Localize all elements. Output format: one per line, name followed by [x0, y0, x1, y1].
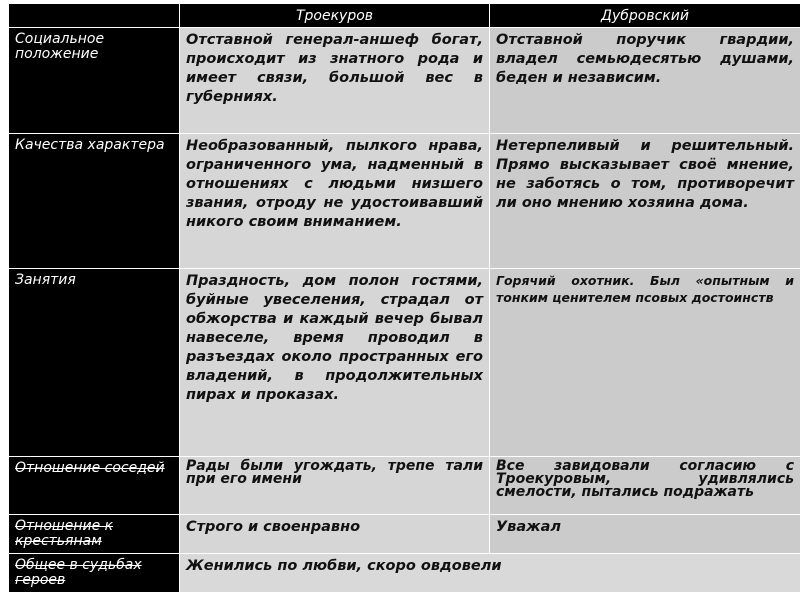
cell-troekurov-character: Необразованный, пылкого нрава, ограниченного ума, надменный в отношениях с людьми низшего звания, отроду не удостоивавший никого своим вниманием.	[180, 134, 490, 269]
row-label-common-fate: Общее в судьбах героев	[9, 554, 180, 593]
header-dubrovsky: Дубровский	[490, 4, 800, 28]
table-row	[9, 28, 800, 134]
table-row	[9, 515, 800, 554]
cell-dubrovsky-peasants: Уважал	[490, 515, 800, 554]
row-label-occupation: Занятия	[9, 269, 180, 457]
header-row	[9, 4, 800, 28]
header-troekurov: Троекуров	[180, 4, 490, 28]
comparison-table	[8, 3, 800, 593]
cell-dubrovsky-social: Отставной поручик гвардии, владел семьюдесятью душами, беден и независим.	[490, 28, 800, 134]
cell-troekurov-occupation: Праздность, дом полон гостями, буйные увеселения, страдал от обжорства и каждый вечер бывал навеселе, время проводил в разъездах около пространных его владений, в продолжительных пирах и проказах.	[180, 269, 490, 457]
cell-troekurov-neighbors: Рады были угождать, трепе тали при его имени	[180, 457, 490, 515]
cell-troekurov-social: Отставной генерал-аншеф богат, происходит из знатного рода и имеет связи, большой вес в губерниях.	[180, 28, 490, 134]
cell-common-fate: Женились по любви, скоро овдовели	[180, 554, 800, 593]
table-row	[9, 269, 800, 457]
cell-dubrovsky-neighbors: Все завидовали согласию с Троекуровым, удивлялись смелости, пытались подражать	[490, 457, 800, 515]
header-corner	[9, 4, 180, 28]
row-label-neighbors: Отношение соседей	[9, 457, 180, 515]
row-label-social: Социальное положение	[9, 28, 180, 134]
row-label-character: Качества характера	[9, 134, 180, 269]
table-row	[9, 554, 800, 593]
table-row	[9, 134, 800, 269]
cell-dubrovsky-occupation: Горячий охотник. Был «опытным и тонким ценителем псовых достоинств	[490, 269, 800, 457]
cell-troekurov-peasants: Строго и своенравно	[180, 515, 490, 554]
cell-dubrovsky-character: Нетерпеливый и решительный. Прямо высказывает своё мнение, не заботясь о том, противоречит ли оно мнению хозяина дома.	[490, 134, 800, 269]
row-label-peasants: Отношение к крестьянам	[9, 515, 180, 554]
table-row	[9, 457, 800, 515]
